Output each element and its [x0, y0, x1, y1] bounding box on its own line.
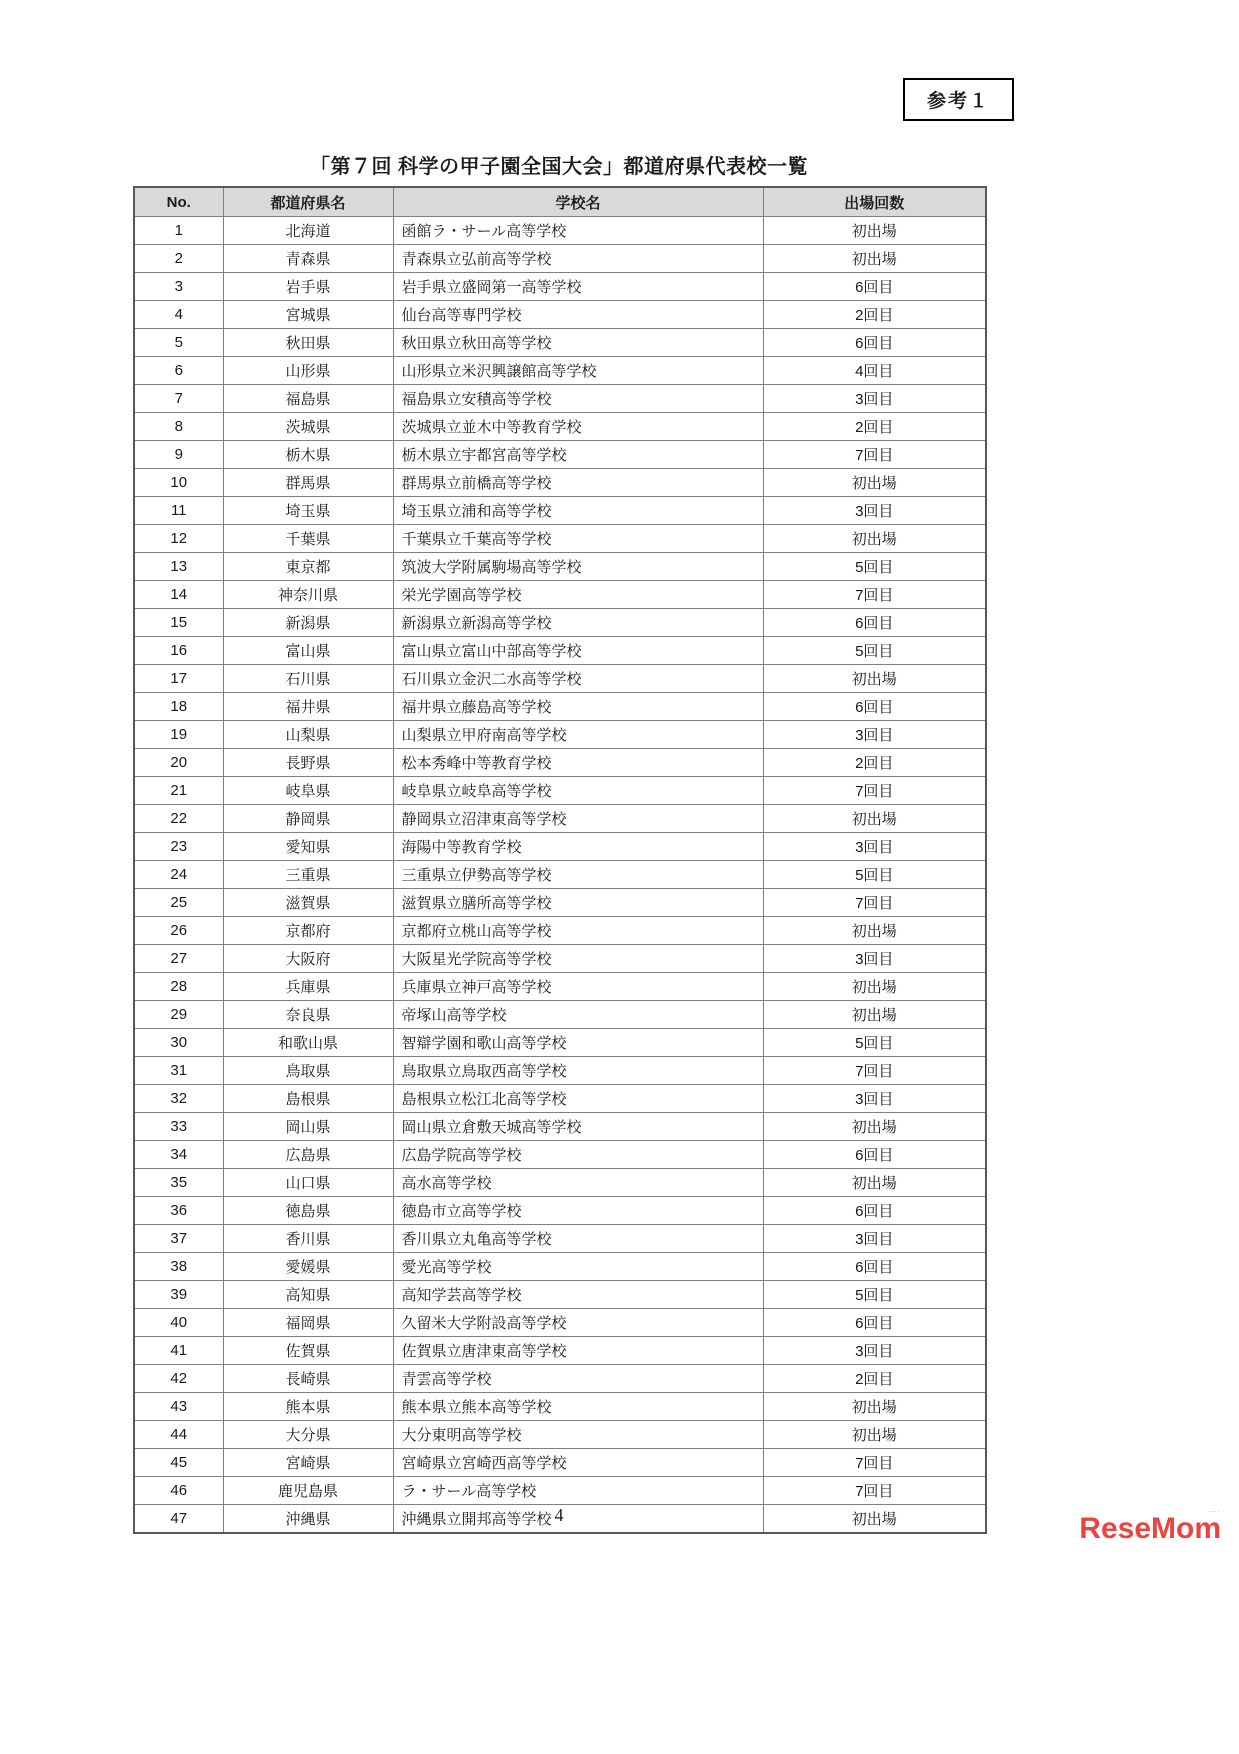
table-row [134, 301, 986, 329]
cell-appearance-count: 初出場 [763, 1169, 986, 1197]
cell-appearance-count: 初出場 [763, 973, 986, 1001]
cell-school-name: 島根県立松江北高等学校 [393, 1085, 763, 1113]
cell-school-name: 智辯学園和歌山高等学校 [393, 1029, 763, 1057]
table-row [134, 1141, 986, 1169]
reference-badge: 参考１ [903, 78, 1014, 121]
cell-no: 1 [134, 217, 223, 245]
cell-prefecture: 新潟県 [223, 609, 393, 637]
header-pref: 都道府県名 [223, 187, 393, 217]
cell-no: 26 [134, 917, 223, 945]
cell-no: 23 [134, 833, 223, 861]
cell-no: 43 [134, 1393, 223, 1421]
cell-no: 37 [134, 1225, 223, 1253]
cell-no: 13 [134, 553, 223, 581]
cell-prefecture: 埼玉県 [223, 497, 393, 525]
cell-school-name: 福島県立安積高等学校 [393, 385, 763, 413]
cell-no: 45 [134, 1449, 223, 1477]
cell-appearance-count: 6回目 [763, 1309, 986, 1337]
table-row [134, 637, 986, 665]
cell-prefecture: 大分県 [223, 1421, 393, 1449]
cell-school-name: 三重県立伊勢高等学校 [393, 861, 763, 889]
table-row [134, 245, 986, 273]
cell-no: 29 [134, 1001, 223, 1029]
cell-prefecture: 栃木県 [223, 441, 393, 469]
cell-prefecture: 鳥取県 [223, 1057, 393, 1085]
cell-school-name: ラ・サール高等学校 [393, 1477, 763, 1505]
table-row [134, 469, 986, 497]
cell-prefecture: 群馬県 [223, 469, 393, 497]
cell-appearance-count: 初出場 [763, 1421, 986, 1449]
cell-appearance-count: 5回目 [763, 1281, 986, 1309]
table-row [134, 497, 986, 525]
table-row [134, 385, 986, 413]
cell-school-name: 茨城県立並木中等教育学校 [393, 413, 763, 441]
cell-prefecture: 千葉県 [223, 525, 393, 553]
cell-appearance-count: 7回目 [763, 441, 986, 469]
table-row [134, 1393, 986, 1421]
cell-appearance-count: 初出場 [763, 917, 986, 945]
cell-school-name: 香川県立丸亀高等学校 [393, 1225, 763, 1253]
cell-no: 8 [134, 413, 223, 441]
cell-school-name: 愛光高等学校 [393, 1253, 763, 1281]
cell-appearance-count: 3回目 [763, 1225, 986, 1253]
table-row [134, 1197, 986, 1225]
table-row [134, 973, 986, 1001]
cell-appearance-count: 7回目 [763, 1477, 986, 1505]
cell-appearance-count: 2回目 [763, 1365, 986, 1393]
cell-prefecture: 岐阜県 [223, 777, 393, 805]
cell-school-name: 石川県立金沢二水高等学校 [393, 665, 763, 693]
cell-prefecture: 山口県 [223, 1169, 393, 1197]
table-row [134, 1225, 986, 1253]
cell-school-name: 静岡県立沼津東高等学校 [393, 805, 763, 833]
cell-no: 28 [134, 973, 223, 1001]
cell-school-name: 栃木県立宇都宮高等学校 [393, 441, 763, 469]
cell-prefecture: 京都府 [223, 917, 393, 945]
table-row [134, 777, 986, 805]
cell-prefecture: 三重県 [223, 861, 393, 889]
cell-school-name: 海陽中等教育学校 [393, 833, 763, 861]
cell-no: 25 [134, 889, 223, 917]
cell-prefecture: 秋田県 [223, 329, 393, 357]
cell-no: 15 [134, 609, 223, 637]
cell-prefecture: 岡山県 [223, 1113, 393, 1141]
cell-prefecture: 長野県 [223, 749, 393, 777]
table-row [134, 1253, 986, 1281]
cell-appearance-count: 3回目 [763, 385, 986, 413]
cell-appearance-count: 6回目 [763, 273, 986, 301]
cell-appearance-count: 初出場 [763, 525, 986, 553]
cell-no: 7 [134, 385, 223, 413]
table-row [134, 217, 986, 245]
header-school: 学校名 [393, 187, 763, 217]
cell-no: 3 [134, 273, 223, 301]
cell-school-name: 京都府立桃山高等学校 [393, 917, 763, 945]
cell-appearance-count: 6回目 [763, 1141, 986, 1169]
cell-prefecture: 熊本県 [223, 1393, 393, 1421]
cell-prefecture: 鹿児島県 [223, 1477, 393, 1505]
cell-prefecture: 山梨県 [223, 721, 393, 749]
cell-appearance-count: 7回目 [763, 1057, 986, 1085]
table-row [134, 1365, 986, 1393]
table-row [134, 665, 986, 693]
cell-no: 38 [134, 1253, 223, 1281]
cell-appearance-count: 6回目 [763, 609, 986, 637]
table-row [134, 1337, 986, 1365]
cell-no: 18 [134, 693, 223, 721]
table-row [134, 861, 986, 889]
cell-school-name: 山梨県立甲府南高等学校 [393, 721, 763, 749]
cell-appearance-count: 初出場 [763, 665, 986, 693]
cell-no: 44 [134, 1421, 223, 1449]
table-row [134, 609, 986, 637]
cell-prefecture: 香川県 [223, 1225, 393, 1253]
table-header-row [134, 187, 986, 217]
cell-no: 42 [134, 1365, 223, 1393]
cell-no: 21 [134, 777, 223, 805]
cell-no: 20 [134, 749, 223, 777]
cell-appearance-count: 7回目 [763, 777, 986, 805]
cell-school-name: 帝塚山高等学校 [393, 1001, 763, 1029]
cell-prefecture: 茨城県 [223, 413, 393, 441]
table-row [134, 553, 986, 581]
table-row [134, 273, 986, 301]
table-row [134, 525, 986, 553]
cell-prefecture: 兵庫県 [223, 973, 393, 1001]
cell-no: 17 [134, 665, 223, 693]
table-row [134, 833, 986, 861]
cell-appearance-count: 初出場 [763, 805, 986, 833]
cell-appearance-count: 7回目 [763, 1449, 986, 1477]
cell-school-name: 栄光学園高等学校 [393, 581, 763, 609]
cell-appearance-count: 3回目 [763, 497, 986, 525]
cell-prefecture: 石川県 [223, 665, 393, 693]
cell-appearance-count: 2回目 [763, 749, 986, 777]
cell-school-name: 函館ラ・サール高等学校 [393, 217, 763, 245]
table-row [134, 1281, 986, 1309]
table-row [134, 1449, 986, 1477]
cell-no: 22 [134, 805, 223, 833]
header-no: No. [134, 187, 223, 217]
table-row [134, 1057, 986, 1085]
cell-prefecture: 高知県 [223, 1281, 393, 1309]
table-row [134, 805, 986, 833]
cell-prefecture: 宮崎県 [223, 1449, 393, 1477]
table-row [134, 1477, 986, 1505]
cell-school-name: 仙台高等専門学校 [393, 301, 763, 329]
cell-no: 27 [134, 945, 223, 973]
cell-school-name: 千葉県立千葉高等学校 [393, 525, 763, 553]
cell-school-name: 熊本県立熊本高等学校 [393, 1393, 763, 1421]
cell-prefecture: 宮城県 [223, 301, 393, 329]
cell-appearance-count: 5回目 [763, 861, 986, 889]
cell-no: 36 [134, 1197, 223, 1225]
cell-prefecture: 滋賀県 [223, 889, 393, 917]
cell-no: 19 [134, 721, 223, 749]
page-title: 「第７回 科学の甲子園全国大会」都道府県代表校一覧 [309, 156, 809, 178]
cell-school-name: 山形県立米沢興譲館高等学校 [393, 357, 763, 385]
cell-prefecture: 沖縄県 [223, 1505, 393, 1534]
cell-appearance-count: 2回目 [763, 301, 986, 329]
cell-prefecture: 愛媛県 [223, 1253, 393, 1281]
cell-no: 32 [134, 1085, 223, 1113]
cell-school-name: 青森県立弘前高等学校 [393, 245, 763, 273]
table-row [134, 1113, 986, 1141]
cell-prefecture: 山形県 [223, 357, 393, 385]
cell-appearance-count: 6回目 [763, 329, 986, 357]
cell-appearance-count: 3回目 [763, 1085, 986, 1113]
cell-prefecture: 長崎県 [223, 1365, 393, 1393]
cell-no: 16 [134, 637, 223, 665]
cell-school-name: 松本秀峰中等教育学校 [393, 749, 763, 777]
cell-appearance-count: 3回目 [763, 833, 986, 861]
resemom-watermark-logo [1079, 1505, 1221, 1546]
table-row [134, 1001, 986, 1029]
table-row [134, 413, 986, 441]
table-body [134, 217, 986, 1534]
cell-prefecture: 福井県 [223, 693, 393, 721]
table-row [134, 889, 986, 917]
cell-prefecture: 静岡県 [223, 805, 393, 833]
cell-appearance-count: 3回目 [763, 1337, 986, 1365]
cell-school-name: 岐阜県立岐阜高等学校 [393, 777, 763, 805]
cell-school-name: 鳥取県立鳥取西高等学校 [393, 1057, 763, 1085]
cell-prefecture: 愛知県 [223, 833, 393, 861]
table-row [134, 329, 986, 357]
watermark-text: ReseMom [1079, 1512, 1221, 1545]
cell-appearance-count: 5回目 [763, 637, 986, 665]
cell-appearance-count: 7回目 [763, 889, 986, 917]
cell-no: 11 [134, 497, 223, 525]
table-row [134, 1029, 986, 1057]
cell-appearance-count: 5回目 [763, 553, 986, 581]
cell-school-name: 沖縄県立開邦高等学校 [393, 1505, 763, 1534]
cell-school-name: 富山県立富山中部高等学校 [393, 637, 763, 665]
table-row [134, 357, 986, 385]
watermark-dots: .... [1208, 1505, 1221, 1514]
cell-no: 10 [134, 469, 223, 497]
cell-school-name: 高水高等学校 [393, 1169, 763, 1197]
table-row [134, 1085, 986, 1113]
representative-schools-table [133, 186, 987, 1534]
cell-appearance-count: 初出場 [763, 469, 986, 497]
cell-appearance-count: 3回目 [763, 945, 986, 973]
cell-school-name: 広島学院高等学校 [393, 1141, 763, 1169]
cell-school-name: 佐賀県立唐津東高等学校 [393, 1337, 763, 1365]
cell-no: 12 [134, 525, 223, 553]
cell-no: 6 [134, 357, 223, 385]
cell-no: 41 [134, 1337, 223, 1365]
table-row [134, 581, 986, 609]
cell-no: 24 [134, 861, 223, 889]
cell-no: 4 [134, 301, 223, 329]
page-number: 4 [554, 1505, 564, 1525]
cell-appearance-count: 3回目 [763, 721, 986, 749]
cell-school-name: 岡山県立倉敷天城高等学校 [393, 1113, 763, 1141]
cell-school-name: 大分東明高等学校 [393, 1421, 763, 1449]
cell-no: 39 [134, 1281, 223, 1309]
table-row [134, 1421, 986, 1449]
cell-school-name: 久留米大学附設高等学校 [393, 1309, 763, 1337]
table-row [134, 693, 986, 721]
cell-school-name: 群馬県立前橋高等学校 [393, 469, 763, 497]
cell-school-name: 大阪星光学院高等学校 [393, 945, 763, 973]
cell-school-name: 新潟県立新潟高等学校 [393, 609, 763, 637]
cell-prefecture: 福岡県 [223, 1309, 393, 1337]
cell-appearance-count: 6回目 [763, 1253, 986, 1281]
cell-school-name: 秋田県立秋田高等学校 [393, 329, 763, 357]
cell-prefecture: 島根県 [223, 1085, 393, 1113]
cell-school-name: 兵庫県立神戸高等学校 [393, 973, 763, 1001]
cell-no: 30 [134, 1029, 223, 1057]
cell-school-name: 埼玉県立浦和高等学校 [393, 497, 763, 525]
cell-school-name: 徳島市立高等学校 [393, 1197, 763, 1225]
cell-appearance-count: 6回目 [763, 693, 986, 721]
cell-prefecture: 奈良県 [223, 1001, 393, 1029]
cell-appearance-count: 初出場 [763, 1113, 986, 1141]
table-row [134, 749, 986, 777]
cell-no: 46 [134, 1477, 223, 1505]
cell-school-name: 宮崎県立宮崎西高等学校 [393, 1449, 763, 1477]
cell-prefecture: 青森県 [223, 245, 393, 273]
cell-appearance-count: 初出場 [763, 1505, 986, 1534]
cell-prefecture: 徳島県 [223, 1197, 393, 1225]
cell-prefecture: 富山県 [223, 637, 393, 665]
cell-appearance-count: 初出場 [763, 1001, 986, 1029]
cell-school-name: 福井県立藤島高等学校 [393, 693, 763, 721]
cell-school-name: 筑波大学附属駒場高等学校 [393, 553, 763, 581]
cell-no: 31 [134, 1057, 223, 1085]
cell-appearance-count: 初出場 [763, 1393, 986, 1421]
cell-no: 35 [134, 1169, 223, 1197]
cell-no: 47 [134, 1505, 223, 1534]
cell-appearance-count: 7回目 [763, 581, 986, 609]
cell-prefecture: 大阪府 [223, 945, 393, 973]
cell-appearance-count: 6回目 [763, 1197, 986, 1225]
cell-prefecture: 神奈川県 [223, 581, 393, 609]
cell-no: 34 [134, 1141, 223, 1169]
table-row [134, 945, 986, 973]
cell-appearance-count: 初出場 [763, 245, 986, 273]
cell-prefecture: 東京都 [223, 553, 393, 581]
cell-prefecture: 岩手県 [223, 273, 393, 301]
cell-prefecture: 和歌山県 [223, 1029, 393, 1057]
cell-prefecture: 佐賀県 [223, 1337, 393, 1365]
cell-appearance-count: 4回目 [763, 357, 986, 385]
cell-no: 33 [134, 1113, 223, 1141]
cell-prefecture: 広島県 [223, 1141, 393, 1169]
table-row [134, 917, 986, 945]
cell-prefecture: 北海道 [223, 217, 393, 245]
cell-school-name: 高知学芸高等学校 [393, 1281, 763, 1309]
cell-appearance-count: 2回目 [763, 413, 986, 441]
cell-no: 40 [134, 1309, 223, 1337]
cell-prefecture: 福島県 [223, 385, 393, 413]
table-row [134, 441, 986, 469]
cell-no: 5 [134, 329, 223, 357]
cell-appearance-count: 5回目 [763, 1029, 986, 1057]
cell-no: 9 [134, 441, 223, 469]
cell-school-name: 青雲高等学校 [393, 1365, 763, 1393]
table-row [134, 1169, 986, 1197]
cell-appearance-count: 初出場 [763, 217, 986, 245]
cell-no: 14 [134, 581, 223, 609]
cell-no: 2 [134, 245, 223, 273]
table-row [134, 1309, 986, 1337]
cell-school-name: 滋賀県立膳所高等学校 [393, 889, 763, 917]
table-row [134, 721, 986, 749]
header-count: 出場回数 [763, 187, 986, 217]
cell-school-name: 岩手県立盛岡第一高等学校 [393, 273, 763, 301]
